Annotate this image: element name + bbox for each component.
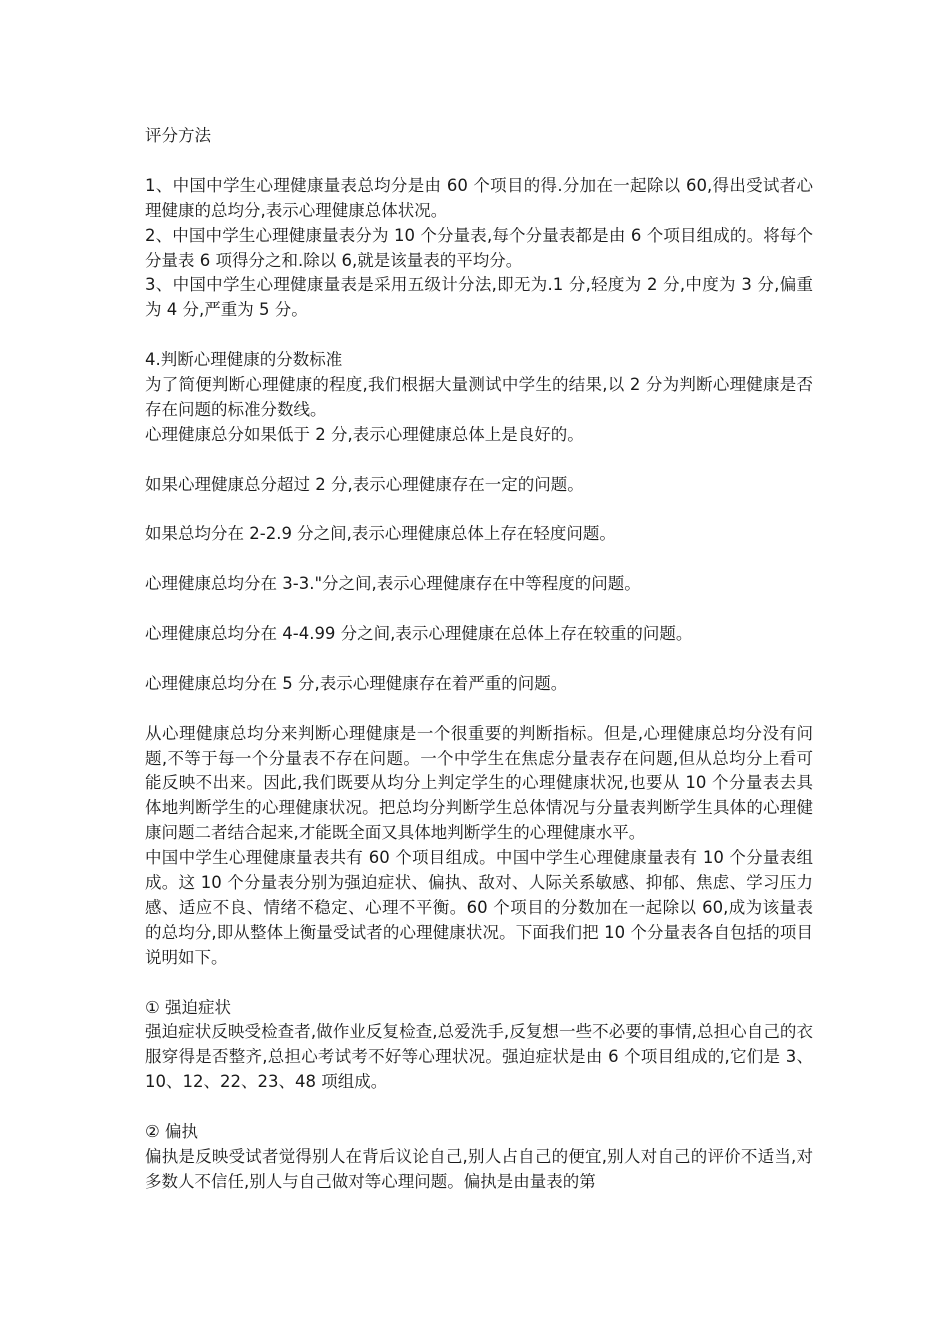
standard-below-2: 心理健康总分如果低于 2 分,表示心理健康总体上是良好的。: [145, 424, 584, 444]
blank-line: [145, 597, 813, 622]
document-body: [145, 124, 813, 1195]
section-heading-scoring-method: 评分方法: [145, 126, 211, 145]
blank-line: [145, 448, 813, 473]
blank-line: [145, 971, 813, 996]
standard-range-4: 心理健康总均分在 4-4.99 分之间,表示心理健康在总体上存在较重的问题。: [145, 624, 693, 644]
blank-line: [145, 1095, 813, 1120]
scoring-item-1: 1、中国中学生心理健康量表总均分是由 60 个项目的得.分加在一起除以 60,得出受试者心理健康的总均分,表示心理健康总体状况。: [145, 175, 813, 220]
blank-line: [145, 498, 813, 523]
subscale-heading-obsessive: ① 强迫症状: [145, 997, 232, 1017]
blank-line: [145, 697, 813, 722]
subscale-heading-paranoia: ② 偏执: [145, 1122, 199, 1142]
standard-range-2: 如果总均分在 2-2.9 分之间,表示心理健康总体上存在轻度问题。: [145, 524, 616, 544]
subscale-text-paranoia: 偏执是反映受试者觉得别人在背后议论自己,别人占自己的便宜,别人对自己的评价不适当,对多数人不信任,别人与自己做对等心理问题。偏执是由量表的第: [145, 1147, 813, 1191]
scoring-item-2: 2、中国中学生心理健康量表分为 10 个分量表,每个分量表都是由 6 个项目组成的。将每个分量表 6 项得分之和.除以 6,就是该量表的平均分。: [145, 225, 813, 270]
scoring-item-3: 3、中国中学生心理健康量表是采用五级计分法,即无为.1 分,轻度为 2 分,中度为 3 分,偏重为 4 分,严重为 5 分。: [145, 275, 813, 320]
standard-range-3: 心理健康总均分在 3-3."分之间,表示心理健康存在中等程度的问题。: [145, 574, 641, 594]
section-heading-score-standard: 4.判断心理健康的分数标准: [145, 350, 343, 370]
blank-line: [145, 647, 813, 672]
blank-line: [145, 149, 813, 174]
standard-range-5: 心理健康总均分在 5 分,表示心理健康存在着严重的问题。: [145, 673, 568, 693]
overall-score-paragraph: 从心理健康总均分来判断心理健康是一个很重要的判断指标。但是,心理健康总均分没有问题,不等于每一个分量表不存在问题。一个中学生在焦虑分量表存在问题,但从总均分上看可能反映不出来。因此,我们既要从均分上判定学生的心理健康状况,也要从 10 个分量表去具体地判断学生的心理健康状况。把总均分判断学生总体情况与分量表判断学生具体的心理健康问题二者结合起来,才能既全面又具体地判断学生的心理健康水平。: [145, 723, 813, 843]
blank-line: [145, 323, 813, 348]
subscales-paragraph: 中国中学生心理健康量表共有 60 个项目组成。中国中学生心理健康量表有 10 个分量表组成。这 10 个分量表分别为强迫症状、偏执、敌对、人际关系敏感、抑郁、焦虑、学习压力感、适应不良、情绪不稳定、心理不平衡。60 个项目的分数加在一起除以 60,成为该量表的总均分,即从整体上衡量受试者的心理健康状况。下面我们把 10 个分量表各自包括的项目说明如下。: [145, 848, 813, 967]
blank-line: [145, 547, 813, 572]
standard-above-2: 如果心理健康总分超过 2 分,表示心理健康存在一定的问题。: [145, 474, 584, 494]
standard-intro-paragraph: 为了简便判断心理健康的程度,我们根据大量测试中学生的结果,以 2 分为判断心理健康是否存在问题的标准分数线。: [145, 375, 813, 419]
subscale-text-obsessive: 强迫症状反映受检查者,做作业反复检查,总爱洗手,反复想一些不必要的事情,总担心自己的衣服穿得是否整齐,总担心考试考不好等心理状况。强迫症状是由 6 个项目组成的,它们是 3、10、12、22、23、48 项组成。: [145, 1022, 813, 1092]
